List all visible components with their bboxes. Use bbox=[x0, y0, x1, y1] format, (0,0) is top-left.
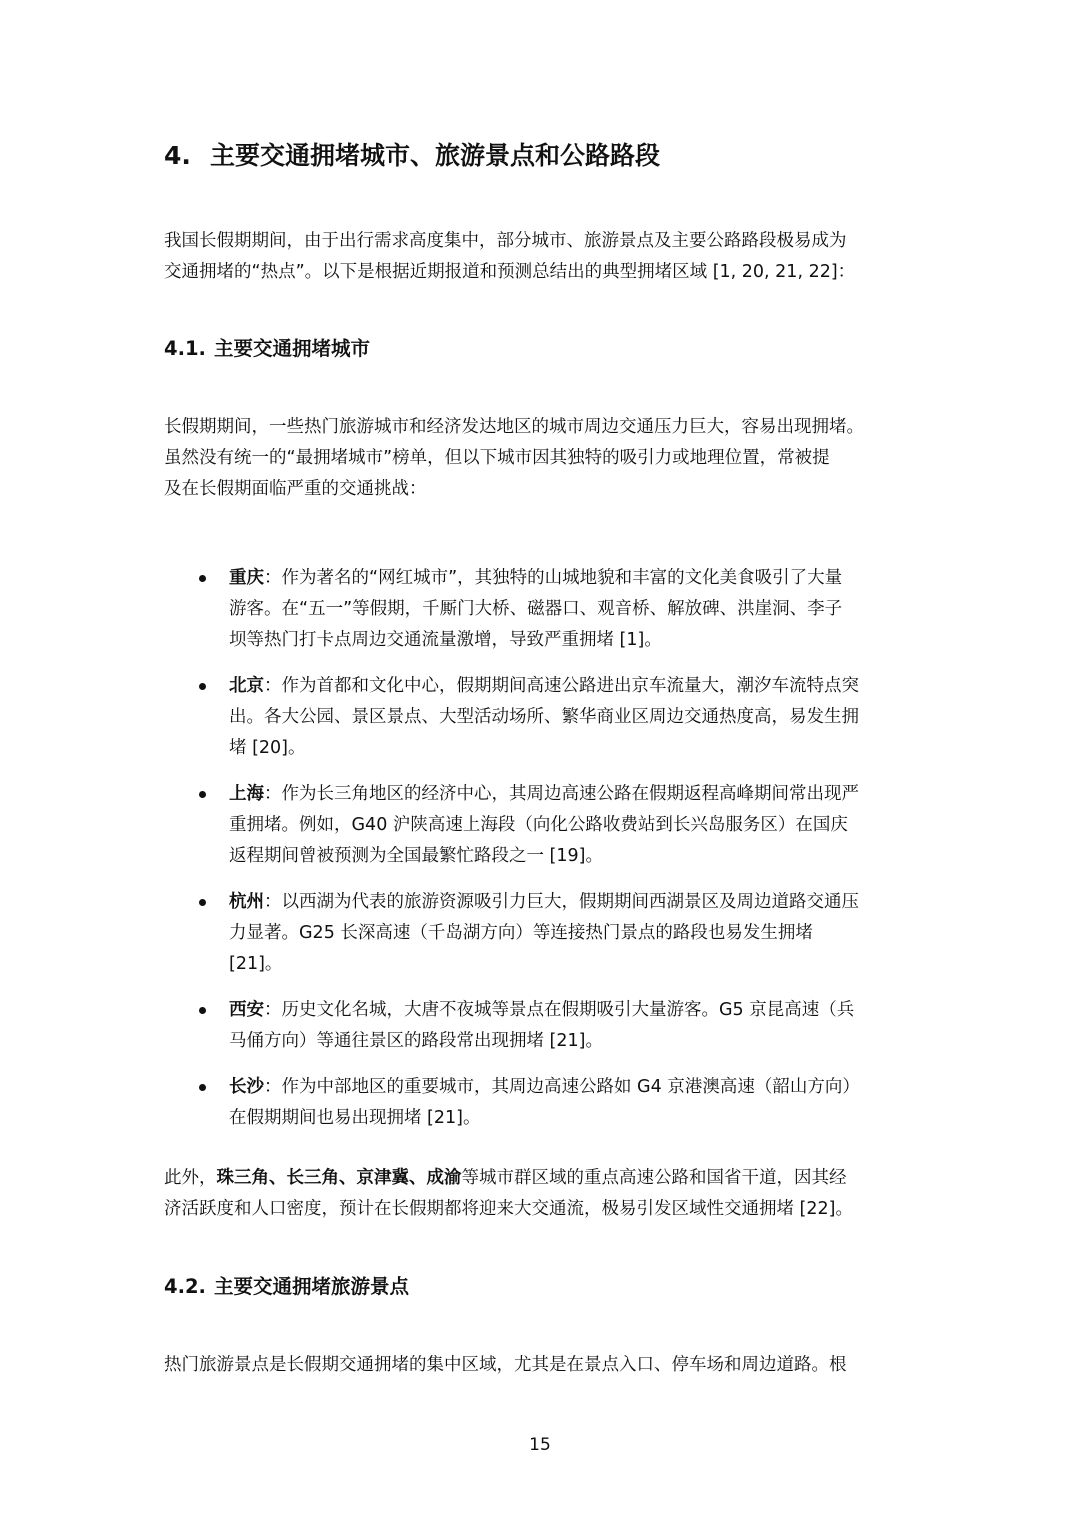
list-item-first-line bbox=[229, 1072, 924, 1103]
intro-paragraph bbox=[164, 226, 924, 288]
paragraph-line: 长假期期间，一些热门旅游城市和经济发达地区的城市周边交通压力巨大，容易出现拥堵。 bbox=[164, 417, 864, 437]
regions-suffix: 等城市群区域的重点高速公路和国省干道，因其经 bbox=[461, 1168, 847, 1188]
region-names: 珠三角、长三角、京津冀、成渝 bbox=[216, 1168, 462, 1188]
subsection-title: 主要交通拥堵旅游景点 bbox=[213, 1275, 409, 1298]
regions-prefix: 此外， bbox=[164, 1168, 217, 1188]
paragraph-line bbox=[164, 1163, 924, 1194]
intro-line: 我国长假期期间，由于出行需求高度集中，部分城市、旅游景点及主要公路路段极易成为 bbox=[164, 231, 847, 251]
section-title: 主要交通拥堵城市、旅游景点和公路路段 bbox=[210, 141, 661, 170]
list-item-line: [21]。 bbox=[229, 954, 283, 974]
city-description: ：作为首都和文化中心，假期期间高速公路进出京车流量大，潮汐车流特点突 bbox=[264, 676, 859, 696]
list-item-first-line bbox=[229, 779, 924, 810]
paragraph-line: 热门旅游景点是长假期交通拥堵的集中区域，尤其是在景点入口、停车场和周边道路。根 bbox=[164, 1355, 847, 1375]
page-number: 15 bbox=[529, 1435, 551, 1455]
city-description: ：作为中部地区的重要城市，其周边高速公路如 G4 京港澳高速（韶山方向） bbox=[264, 1077, 860, 1097]
intro-line: 交通拥堵的“热点”。以下是根据近期报道和预测总结出的典型拥堵区域 [1, 20, 21, 22]： bbox=[164, 262, 856, 282]
bullet-icon bbox=[199, 791, 206, 798]
subsection-number: 4.1. bbox=[164, 337, 206, 360]
list-item-line: 堵 [20]。 bbox=[229, 738, 306, 758]
section-heading bbox=[164, 138, 660, 174]
list-item-changsha bbox=[164, 1072, 924, 1134]
list-item-line: 出。各大公园、景区景点、大型活动场所、繁华商业区周边交通热度高，易发生拥 bbox=[229, 707, 859, 727]
attractions-paragraph bbox=[164, 1350, 924, 1381]
paragraph-line: 及在长假期面临严重的交通挑战： bbox=[164, 479, 427, 499]
city-name: 杭州 bbox=[229, 892, 264, 912]
list-item-line: 力显著。G25 长深高速（千岛湖方向）等连接热门景点的路段也易发生拥堵 bbox=[229, 923, 813, 943]
list-item-line: 返程期间曾被预测为全国最繁忙路段之一 [19]。 bbox=[229, 846, 603, 866]
bullet-icon bbox=[199, 683, 206, 690]
city-name: 上海 bbox=[229, 784, 264, 804]
list-item-hangzhou bbox=[164, 887, 924, 980]
city-description: ：以西湖为代表的旅游资源吸引力巨大，假期期间西湖景区及周边道路交通压 bbox=[264, 892, 859, 912]
list-item-chongqing bbox=[164, 563, 924, 656]
list-item-line: 坝等热门打卡点周边交通流量激增，导致严重拥堵 [1]。 bbox=[229, 630, 662, 650]
city-description: ：作为长三角地区的经济中心，其周边高速公路在假期返程高峰期间常出现严 bbox=[264, 784, 859, 804]
list-item-shanghai bbox=[164, 779, 924, 872]
bullet-icon bbox=[199, 1084, 206, 1091]
city-list bbox=[164, 563, 924, 1149]
city-name: 北京 bbox=[229, 676, 264, 696]
city-name: 西安 bbox=[229, 1000, 264, 1020]
subsection-heading-4-1 bbox=[164, 334, 370, 364]
paragraph-line: 虽然没有统一的“最拥堵城市”榜单，但以下城市因其独特的吸引力或地理位置，常被提 bbox=[164, 448, 830, 468]
list-item-first-line bbox=[229, 995, 924, 1026]
list-item-line: 马俑方向）等通往景区的路段常出现拥堵 [21]。 bbox=[229, 1031, 603, 1051]
subsection-number: 4.2. bbox=[164, 1275, 206, 1298]
subsection-title: 主要交通拥堵城市 bbox=[213, 337, 370, 360]
bullet-icon bbox=[199, 575, 206, 582]
cities-intro-paragraph bbox=[164, 412, 924, 505]
subsection-heading-4-2 bbox=[164, 1272, 409, 1302]
regions-paragraph bbox=[164, 1163, 924, 1225]
paragraph-line: 济活跃度和人口密度，预计在长假期都将迎来大交通流，极易引发区域性交通拥堵 [22]。 bbox=[164, 1199, 853, 1219]
list-item-first-line bbox=[229, 563, 924, 594]
bullet-icon bbox=[199, 1007, 206, 1014]
city-name: 长沙 bbox=[229, 1077, 264, 1097]
list-item-line: 游客。在“五一”等假期，千厮门大桥、磁器口、观音桥、解放碑、洪崖洞、李子 bbox=[229, 599, 843, 619]
list-item-first-line bbox=[229, 671, 924, 702]
list-item-beijing bbox=[164, 671, 924, 764]
list-item-line: 重拥堵。例如，G40 沪陕高速上海段（向化公路收费站到长兴岛服务区）在国庆 bbox=[229, 815, 848, 835]
city-description: ：历史文化名城，大唐不夜城等景点在假期吸引大量游客。G5 京昆高速（兵 bbox=[264, 1000, 855, 1020]
list-item-xian bbox=[164, 995, 924, 1057]
city-name: 重庆 bbox=[229, 568, 264, 588]
list-item-line: 在假期期间也易出现拥堵 [21]。 bbox=[229, 1108, 481, 1128]
city-description: ：作为著名的“网红城市”，其独特的山城地貌和丰富的文化美食吸引了大量 bbox=[264, 568, 843, 588]
section-number: 4. bbox=[164, 141, 191, 170]
bullet-icon bbox=[199, 899, 206, 906]
list-item-first-line bbox=[229, 887, 924, 918]
